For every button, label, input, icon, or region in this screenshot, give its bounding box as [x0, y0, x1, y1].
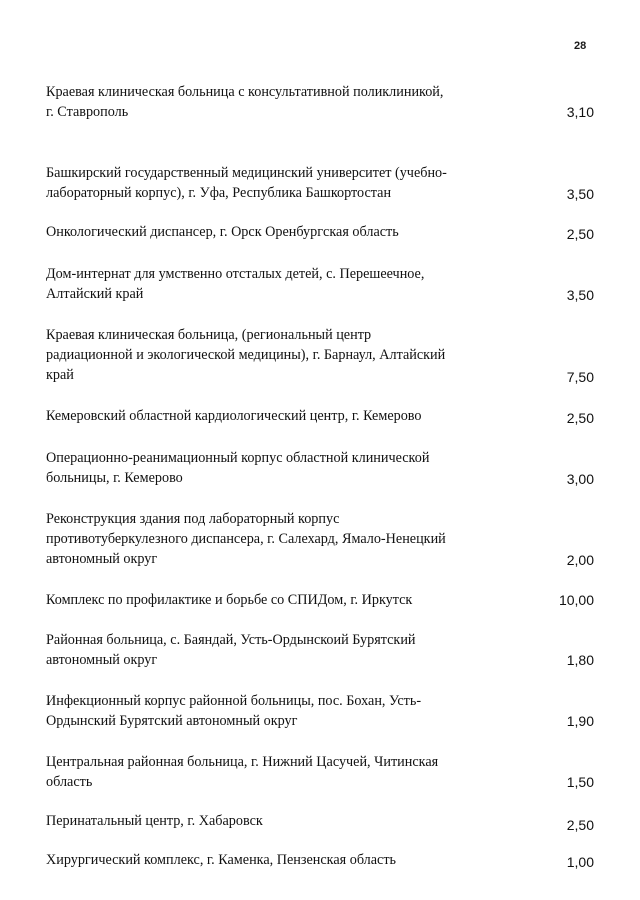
facility-name: Комплекс по профилактике и борьбе со СПИДом, г. Иркутск	[46, 592, 413, 608]
amount-value: 7,50	[566, 369, 594, 385]
amount-value: 2,00	[566, 552, 594, 568]
facility-name: Районная больница, с. Баяндай, Усть-Ордынскоий Бурятский автономный округ	[46, 632, 416, 668]
amount-value: 1,80	[566, 652, 594, 668]
facility-name: Кемеровский областной кардиологический центр, г. Кемерово	[46, 408, 422, 424]
page-number: 28	[574, 40, 587, 52]
facility-name: Онкологический диспансер, г. Орск Оренбургская область	[46, 224, 399, 240]
facility-name: Реконструкция здания под лабораторный корпус противотуберкулезного диспансера, г. Салехард, Ямало-Ненецкий автономный округ	[46, 511, 446, 567]
facility-name: Центральная районная больница, г. Нижний Цасучей, Читинская область	[46, 754, 439, 790]
facility-name: Краевая клиническая больница, (региональный центр радиационной и экологической медицины), г. Барнаул, Алтайский край	[46, 327, 446, 383]
amount-value: 10,00	[558, 592, 594, 608]
amount-value: 2,50	[566, 817, 594, 833]
amount-value: 3,50	[566, 287, 594, 303]
amount-value: 3,10	[566, 104, 594, 120]
amount-value: 2,50	[566, 226, 594, 242]
facility-name: Дом-интернат для умственно отсталых детей, с. Перешеечное, Алтайский край	[46, 266, 425, 302]
facility-name: Инфекционный корпус районной больницы, пос. Бохан, Усть- Ордынский Бурятский автономный округ	[46, 693, 422, 729]
facility-name: Краевая клиническая больница с консультативной поликлиникой, г. Ставрополь	[46, 84, 444, 120]
amount-value: 1,00	[566, 854, 594, 870]
amount-value: 3,00	[566, 471, 594, 487]
facility-name: Перинатальный центр, г. Хабаровск	[46, 813, 263, 829]
facility-name: Хирургический комплекс, г. Каменка, Пензенская область	[46, 852, 397, 868]
amount-value: 1,50	[566, 774, 594, 790]
amount-value: 3,50	[566, 186, 594, 202]
amount-value: 2,50	[566, 410, 594, 426]
facility-name: Башкирский государственный медицинский университет (учебно- лабораторный корпус), г. Уфа, Республика Башкортостан	[46, 165, 447, 201]
facility-name: Операционно-реанимационный корпус областной клинической больницы, г. Кемерово	[46, 450, 430, 486]
amount-value: 1,90	[566, 713, 594, 729]
